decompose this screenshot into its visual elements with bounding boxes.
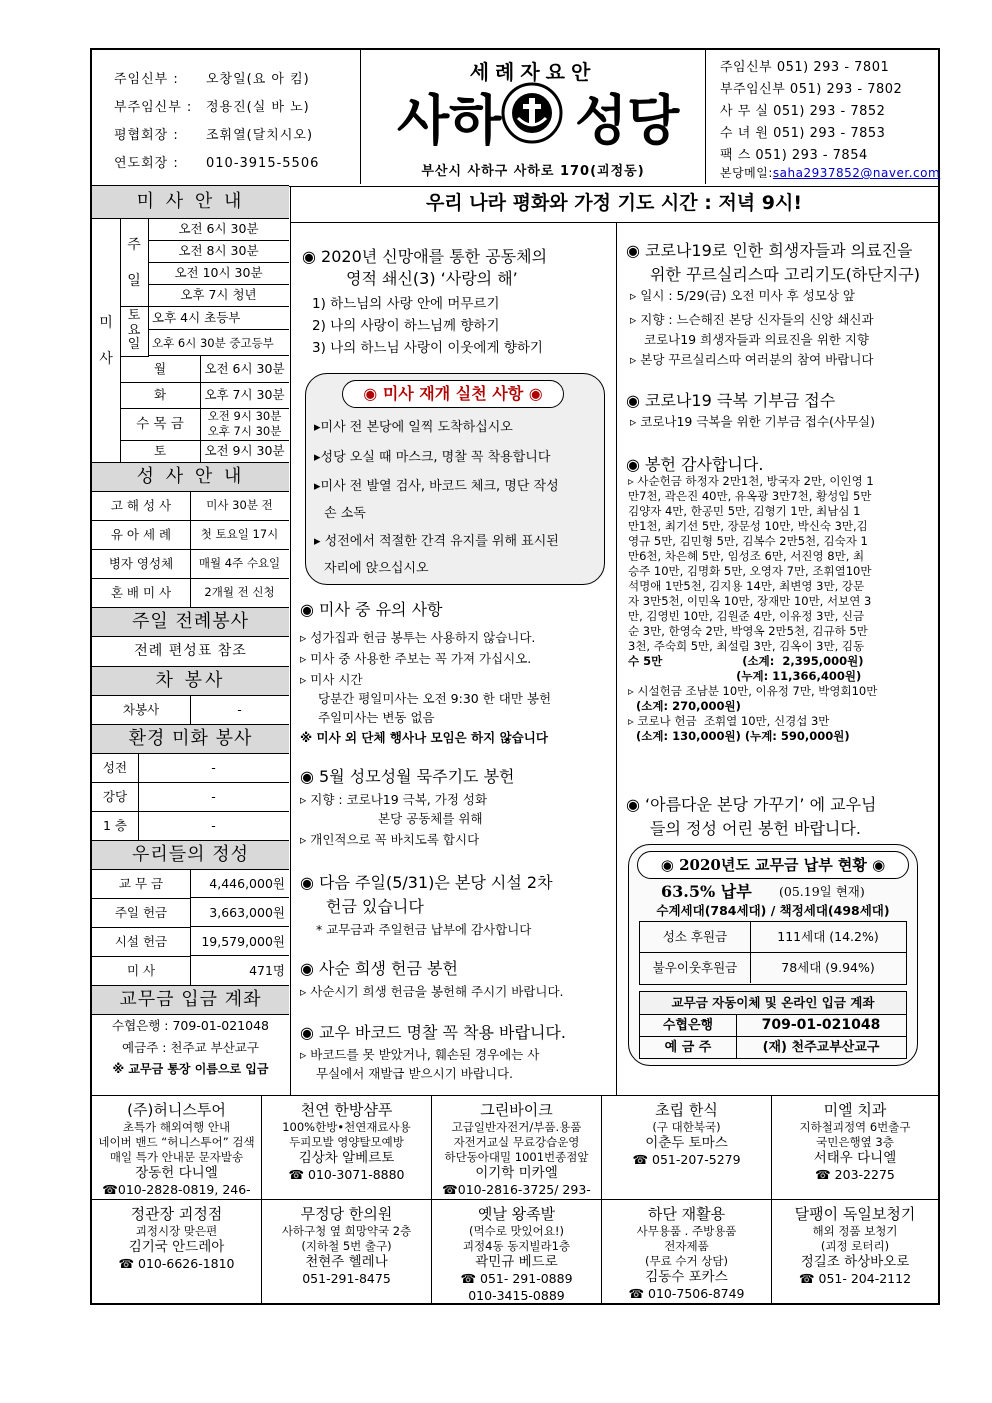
env-row-3-v: - [211, 818, 216, 833]
facility-note: * 교무금과 주일헌금 납부에 감사합니다 [316, 922, 532, 937]
ad-owner: 서태우 다니엘 [813, 1149, 897, 1166]
caution-item-6: ※ 미사 외 단체 행사나 모임은 하지 않습니다 [300, 730, 548, 745]
thanks-line: 3천, 주숙희 5만, 최설림 3만, 김옥이 3만, 김동 [628, 639, 865, 653]
offering-mass-v: 471명 [249, 963, 285, 978]
ad-name: 정관장 괴정점 [130, 1205, 223, 1223]
env-row-1-v: - [138, 753, 289, 783]
sacrament-sick: 병자 영성체 [92, 549, 191, 579]
notice-item-3: ▸미사 전 발열 검사, 바코드 체크, 명단 작성 [314, 479, 559, 494]
ad-name: 초립 한식 [655, 1101, 718, 1119]
offering-mass-k: 미 사 [92, 956, 191, 985]
ad-desc: 해외 정품 보청기 [812, 1224, 898, 1238]
car-title: 차 봉사 [92, 666, 289, 696]
ad-name: 미엘 치과 [823, 1101, 887, 1119]
ad-desc: 네이버 밴드 “허니스투어” 검색 [98, 1134, 255, 1149]
notice-item-4b: 자리에 앉으십시오 [324, 561, 429, 576]
ad-desc: 매일 특가 안내문 문자발송 [109, 1149, 244, 1164]
sacrament-marriage: 혼 배 미 사 [92, 578, 191, 607]
thanks-line: 자 3만5천, 이민옥 10만, 장재만 10만, 서보연 3 [628, 594, 872, 608]
ad-card [432, 1200, 602, 1304]
dues-households: 수계세대(784세대) / 책정세대(498세대) [656, 903, 890, 918]
saturday-label: 토 요 일 [120, 306, 149, 357]
ad-card [262, 1200, 432, 1304]
ad-owner: 곽민규 베드로 [475, 1253, 558, 1270]
thanks-line: 만, 김영빈 10만, 김원준 4만, 이유정 3만, 신금 [628, 609, 865, 623]
env-row-2-v: - [138, 782, 289, 812]
sunday-time-2: 오전 8시 30분 [148, 240, 289, 263]
church-logo-icon [501, 82, 563, 144]
ad-phone: ☎010-2828-0819, 246- [102, 1182, 251, 1198]
mass-title: 미 사 안 내 [92, 185, 289, 219]
ad-desc: (지하철 5번 출구) [301, 1238, 392, 1253]
dues-charity-v: 78세대 (9.94%) [781, 960, 875, 975]
ad-desc: 사하구청 옆 희망약국 2층 [281, 1224, 412, 1238]
ad-phone: 010-3415-0889 [468, 1287, 565, 1303]
env-row-1-k: 성전 [92, 753, 139, 783]
martyr-title: ◉ 사순 희생 헌금 봉헌 [300, 959, 458, 978]
ad-phone: ☎ 051-207-5279 [632, 1152, 741, 1168]
contact-email-row [720, 164, 941, 181]
renewal-item-1: 1) 하느님의 사랑 안에 머무르기 [312, 296, 500, 312]
email-label: 본당메일: [720, 166, 773, 180]
thanks-line: (소계: 130,000원) (누계: 590,000원) [628, 729, 850, 743]
liturgy-value: 전례 편성표 참조 [134, 643, 247, 659]
ad-desc: 두피모발 영양탈모예방 [289, 1134, 404, 1149]
ad-desc: 초특가 해외여행 안내 [122, 1120, 231, 1134]
mass-resume-title: ◉ 미사 재개 실천 사항 ◉ [342, 380, 564, 408]
donation-note: ▹ 코로나19 극복을 위한 기부금 접수(사무실) [630, 414, 876, 429]
thanks-line: (누계: 11,366,400원) [628, 669, 862, 683]
sacrament-confession: 고 해 성 사 [92, 491, 191, 521]
ad-owner: 김동수 포카스 [645, 1268, 728, 1285]
sacrament-confession-v: 미사 30분 전 [190, 491, 289, 521]
saturday-time-1: 오후 4시 초등부 [148, 306, 289, 330]
corona-item-3: 코로나19 희생자들과 의료진을 위한 지향 [644, 332, 869, 347]
ad-desc: 100%한방•천연재료사용 [282, 1120, 411, 1134]
thanks-line: (소계: 270,000원) [628, 699, 741, 713]
thanks-line: 김양자 4만, 한공민 5만, 김형기 1만, 최남심 1 [628, 504, 861, 518]
ad-owner: 이기학 미카엘 [475, 1164, 558, 1181]
ad-name: 달팽이 독일보청기 [794, 1205, 916, 1223]
ad-phone: ☎010-2816-3725/ 293- [442, 1182, 591, 1198]
ad-desc: 하단동아대밀 1001번종점앞 [444, 1149, 589, 1164]
account-line-2: 예금주 : 천주교 부산교구 [122, 1040, 259, 1055]
rosary-title: ◉ 5월 성모성월 묵주기도 봉헌 [300, 767, 515, 786]
car-value: - [237, 702, 242, 717]
sacrament-sick-v: 매월 4주 수요일 [190, 549, 289, 579]
thanks-line: 만6천, 차은혜 5만, 임성조 6만, 서진영 8만, 최 [628, 549, 865, 563]
dues-date: (05.19일 현재) [779, 884, 865, 899]
car-key: 차봉사 [92, 695, 191, 724]
ad-phone: ☎ 051- 204-2112 [798, 1271, 912, 1287]
dues-account-table [639, 991, 907, 1059]
dues-holder-k: 예 금 주 [640, 1037, 737, 1058]
header-row-council: 평협회장 : 조휘열(달치시오) [114, 128, 314, 143]
notice-item-1: ▸미사 전 본당에 일찍 도착하십시오 [314, 420, 513, 435]
title-block [360, 50, 706, 184]
weekday-wed-fri: 수 목 금 [120, 408, 201, 441]
ad-desc: 자전거교실 무료강습운영 [453, 1134, 580, 1149]
dues-percent: 63.5% 납부 [661, 882, 752, 901]
offering-facility-k: 시설 헌금 [92, 927, 191, 957]
ad-card [772, 1200, 938, 1304]
dues-account-title: 교무금 자동이체 및 온라인 입금 계좌 [640, 992, 906, 1015]
thanks-line: 수 5만 (소계: 2,395,000원) [628, 654, 864, 668]
ad-desc: 괴정시장 맞은편 [135, 1224, 218, 1238]
email-link[interactable]: saha2937852@naver.com [772, 166, 941, 180]
ad-desc: 지하철괴정역 6번출구 [799, 1120, 911, 1134]
ad-name: 무정당 한의원 [300, 1205, 393, 1223]
ad-card [602, 1200, 772, 1304]
offering-dues-k: 교 무 금 [92, 869, 191, 899]
ad-phone: ☎ 203-2275 [815, 1167, 895, 1183]
ad-name: 하단 재활용 [647, 1205, 726, 1223]
weekday-mon-time: 오전 6시 30분 [200, 356, 289, 383]
sacrament-marriage-v: 2개월 전 신청 [204, 585, 275, 599]
account-line-1: 수협은행 : 709-01-021048 [112, 1018, 269, 1033]
facility-title-1: ◉ 다음 주일(5/31)은 본당 시설 2차 [300, 873, 553, 892]
rosary-item-1: ▹ 지향 : 코로나19 극복, 가정 성화 [300, 792, 488, 807]
weekday-tue: 화 [120, 382, 201, 409]
ads-grid [92, 1095, 938, 1304]
rosary-item-3: ▹ 개인적으로 꼭 바치도록 합시다 [300, 832, 480, 847]
contact-fax: 팩 스 051) 293 - 7854 [720, 148, 868, 163]
ad-name: 옛날 왕족발 [477, 1205, 556, 1223]
account-title: 교무금 입금 계좌 [92, 985, 289, 1015]
ad-owner: 김기국 안드레아 [128, 1238, 225, 1255]
thanks-title: ◉ 봉헌 감사합니다. [626, 455, 764, 474]
weekday-wed-fri-time: 오전 9시 30분 오후 7시 30분 [200, 408, 289, 441]
contact-office: 사 무 실 051) 293 - 7852 [720, 104, 886, 119]
thanks-line: ▹ 사순헌금 하정자 2만1천, 방국자 2만, 이인영 1 [628, 474, 874, 488]
ad-owner: 김상차 알베르토 [298, 1149, 395, 1166]
corona-item-4: ▹ 본당 꾸르실리스따 여러분의 참여 바랍니다 [630, 352, 874, 367]
offering-sunday-k: 주일 헌금 [92, 898, 191, 928]
ad-desc: 국민은행옆 3층 [816, 1134, 894, 1149]
ad-card [262, 1096, 432, 1200]
mass-side-label: 미 사 [92, 218, 121, 462]
ad-owner: 장동헌 다니엘 [135, 1164, 218, 1181]
left-column [92, 186, 291, 1095]
sunday-time-4: 오후 7시 청년 [148, 284, 289, 307]
sunday-time-1: 오전 6시 30분 [148, 218, 289, 241]
thanks-line: 만7천, 곽은진 40만, 유옥광 3만7천, 황성입 5만 [628, 489, 872, 503]
ad-phone: ☎ 010-3071-8880 [288, 1167, 405, 1183]
mass-resume-box [305, 373, 605, 585]
ad-name: 천연 한방샴푸 [300, 1101, 393, 1119]
account-line-3: ※ 교무금 통장 이름으로 입금 [112, 1062, 269, 1076]
ad-name: (주)허니스투어 [127, 1101, 226, 1119]
thanks-line: ▹ 코로나 헌금 조휘열 10만, 신경섭 3만 [628, 714, 830, 728]
header [92, 50, 941, 187]
thanks-line: 순 3만, 한영숙 2만, 박영옥 2만5천, 김규하 5만 [628, 624, 868, 638]
middle-lower [290, 590, 616, 1095]
liturgy-title: 주일 전례봉사 [92, 607, 289, 637]
barcode-title: ◉ 교우 바코드 명찰 꼭 착용 바랍니다. [300, 1023, 566, 1042]
ad-owner: 정길조 하상바오로 [800, 1253, 910, 1270]
caution-item-3: ▹ 미사 시간 [300, 672, 363, 687]
ad-card [92, 1096, 262, 1200]
caution-item-1: ▹ 성가집과 헌금 봉투는 사용하지 않습니다. [300, 630, 536, 645]
ad-phone: ☎ 010-7506-8749 [628, 1286, 745, 1302]
bulletin-frame [90, 48, 940, 1305]
sacrament-title: 성 사 안 내 [92, 462, 289, 492]
caution-item-5: 주일미사는 변동 없음 [318, 710, 435, 725]
notice-item-2: ▸성당 오실 때 마스크, 명찰 꼭 착용합니다 [314, 450, 551, 465]
weekday-mon: 월 [120, 356, 201, 383]
sacrament-baptism-v: 첫 토요일 17시 [190, 520, 289, 550]
donation-title: ◉ 코로나19 극복 기부금 접수 [626, 391, 836, 410]
ad-desc: (구 대한북국) [652, 1120, 721, 1134]
ad-card [432, 1096, 602, 1200]
contact-convent: 수 녀 원 051) 293 - 7853 [720, 126, 886, 141]
corona-title-2: 위한 꾸르실리스따 고리기도(하단지구) [650, 265, 920, 284]
header-row-funeral: 연도회장 : 010-3915-5506 [114, 156, 320, 171]
thanks-line: 승주 10만, 김명화 5만, 오영자 7만, 조휘열10만 [628, 564, 872, 578]
header-row-pastor: 주임신부 : 오창일(요 아 킴) [114, 72, 310, 87]
thanks-line: 석명애 1만5천, 김지용 14만, 최변영 3만, 강문 [628, 579, 865, 593]
sunday-label: 주 일 [120, 218, 149, 307]
dues-vocation-v: 111세대 (14.2%) [750, 922, 906, 953]
contact-pastor: 주임신부 051) 293 - 7801 [720, 60, 890, 75]
offering-title: 우리들의 정성 [92, 840, 289, 870]
ad-desc: (괴정 로터리) [820, 1238, 890, 1253]
facility-title-2: 헌금 있습니다 [326, 897, 424, 916]
prayer-banner: 우리 나라 평화와 가정 기도 시간 : 저녁 9시! [290, 186, 938, 223]
ad-name: 그린바이크 [480, 1101, 553, 1119]
thanks-line: ▹ 시설헌금 조남분 10만, 이유정 7만, 박영회10만 [628, 684, 878, 698]
saturday-time-2: 오후 6시 30분 중고등부 [148, 330, 289, 356]
offering-sunday-v: 3,663,000원 [190, 898, 289, 927]
ad-owner: 천현주 헬레나 [305, 1253, 388, 1270]
contact-assistant: 부주임신부 051) 293 - 7802 [720, 82, 903, 97]
corona-item-1: ▹ 일시 : 5/29(금) 오전 미사 후 성모상 앞 [630, 288, 855, 303]
header-row-assistant: 부주임신부 : 정용진(실 바 노) [114, 100, 310, 115]
caution-title: ◉ 미사 중 유의 사항 [300, 600, 443, 619]
thanks-list [628, 474, 934, 744]
dues-charity-k: 불우이웃후원금 [640, 953, 751, 983]
renewal-title-2: 영적 쇄신(3) ‘사랑의 해’ [346, 269, 518, 288]
caution-item-2: ▹ 미사 중 사용한 주보는 꼭 가져 가십시오. [300, 651, 532, 666]
ad-phone: ☎ 010-6626-1810 [118, 1256, 235, 1272]
ad-desc: 사무용품 . 주방용품 [636, 1224, 737, 1238]
corona-title-1: ◉ 코로나19로 인한 희생자들과 의료진을 [626, 241, 913, 260]
dues-status-box [628, 844, 918, 1066]
caution-item-4: 당분간 평일미사는 오전 9:30 한 대만 봉헌 [318, 691, 552, 706]
ad-card [772, 1096, 938, 1200]
env-row-2-k: 강당 [92, 782, 139, 812]
ad-desc: (무료 수거 상담) [645, 1253, 728, 1268]
church-address: 부산시 사하구 사하로 170(괴정동) [421, 164, 645, 179]
weekday-sat-time: 오전 9시 30분 [204, 443, 285, 458]
martyr-note: ▹ 사순시기 희생 헌금을 봉헌해 주시기 바랍니다. [300, 984, 564, 999]
thanks-line: 만1천, 최기선 5만, 장문성 10만, 박신숙 3만,김 [628, 519, 868, 533]
ad-phone: 051-291-8475 [302, 1271, 391, 1287]
offering-facility-v: 19,579,000원 [190, 927, 289, 956]
beautiful-title-1: ◉ ‘아름다운 본당 가꾸기’ 에 교우님 [626, 795, 877, 814]
offering-dues-v: 4,446,000원 [190, 869, 289, 898]
dues-bank-v: 709-01-021048 [736, 1015, 906, 1037]
church-name-right: 성당 [575, 89, 680, 152]
weekday-sat: 토 [120, 440, 201, 462]
ad-desc: 고급일반자전거/부품.용품 [451, 1120, 582, 1134]
beautiful-title-2: 들의 정성 어린 봉헌 바랍니다. [650, 819, 861, 838]
env-row-3-k: 1 층 [92, 811, 139, 840]
ad-card [602, 1096, 772, 1200]
dues-vocation-k: 성소 후원금 [640, 922, 751, 953]
notice-item-4: ▸ 성전에서 적절한 간격 유지를 위해 표시된 [314, 534, 559, 549]
ad-desc: (먹수로 맛있어요!) [468, 1224, 564, 1238]
dues-holder-v: (재) 천주교부산교구 [762, 1040, 880, 1055]
patron-title: 세례자요안 [469, 60, 597, 84]
env-title: 환경 미화 봉사 [92, 724, 289, 754]
renewal-item-2: 2) 나의 사랑이 하느님께 향하기 [312, 318, 500, 334]
weekday-tue-time: 오후 7시 30분 [200, 382, 289, 409]
sunday-time-3: 오전 10시 30분 [148, 262, 289, 285]
corona-item-2: ▹ 지향 : 느슨해진 본당 신자들의 신앙 쇄신과 [630, 312, 874, 327]
renewal-item-3: 3) 나의 하느님 사랑이 이웃에게 향하기 [312, 340, 543, 356]
dues-support-table [639, 921, 907, 985]
barcode-note-2: 무실에서 재발급 받으시기 바랍니다. [316, 1066, 514, 1081]
ad-owner: 이춘두 토마스 [645, 1134, 728, 1151]
barcode-note-1: ▹ 바코드를 못 받았거나, 훼손된 경우에는 사 [300, 1047, 540, 1062]
church-name-left: 사하 [397, 89, 502, 152]
ad-card [92, 1200, 262, 1304]
dues-bank-k: 수협은행 [640, 1015, 737, 1037]
ad-phone: ☎ 051- 291-0889 [460, 1271, 573, 1287]
renewal-title-1: ◉ 2020년 신망애를 통한 공동체의 [302, 247, 548, 266]
ad-desc: 전자제품 [664, 1238, 709, 1253]
sacrament-baptism: 유 아 세 례 [92, 520, 191, 550]
rosary-item-2: 본당 공동체를 위해 [378, 811, 483, 826]
dues-title: ◉ 2020년도 교무금 납부 현황 ◉ [637, 851, 909, 879]
ad-desc: 괴정4동 동지빌라1층 [462, 1238, 571, 1253]
thanks-line: 영규 5만, 김민형 5만, 김복수 2만5천, 김숙자 1 [628, 534, 868, 548]
notice-item-3b: 손 소독 [324, 506, 366, 521]
